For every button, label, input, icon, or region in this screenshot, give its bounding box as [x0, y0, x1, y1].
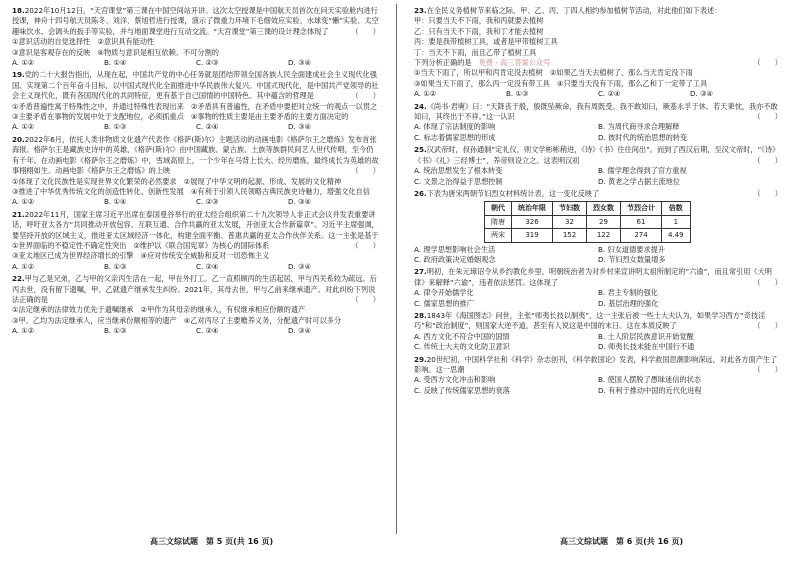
table-cell: 隋唐: [485, 215, 512, 228]
choice-c[interactable]: C. ②③: [196, 197, 219, 207]
statement-line: ①意识活动的自觉选择性 ②意识具有能动性: [12, 37, 155, 47]
choice-d[interactable]: D. ③④: [288, 197, 311, 207]
question-number: 19.: [12, 70, 25, 80]
choice-a[interactable]: A. 西方文化不符合中国的国情: [414, 331, 510, 341]
table-header-cell: 朝代: [485, 202, 512, 215]
statement-line: ③主要矛盾在事物的发展中处于支配地位，必须抓重点 ④事物的性质主要是由主要矛盾的主要方面决定的: [12, 112, 349, 122]
question-number: 20.: [12, 134, 25, 144]
question-stem: 《尚书·君奭》曰：“天降丧于殷，殷既坠厥命，我有周既受。我不敢知曰，厥基永孚于休。若天棐忱，我亦不敢知曰，其终出于不祥。”这一认识: [414, 101, 778, 122]
question-number: 27.: [414, 267, 427, 277]
choice-d[interactable]: D. ③④: [288, 326, 311, 336]
choice-b[interactable]: B. 儒学理念得到了官方重视: [598, 166, 687, 176]
choice-b[interactable]: B. ①④: [104, 197, 127, 207]
table-header-cell: 节妇数: [553, 202, 587, 215]
left-column: [12, 6, 380, 526]
choice-a[interactable]: A. 受西方文化冲击和影响: [414, 375, 496, 385]
choice-row: [12, 122, 380, 132]
answer-paren: （ ）: [753, 155, 782, 165]
question-ask: 下列分析正确的是: [414, 58, 472, 68]
choice-a[interactable]: A. 律令开始儒学化: [414, 288, 474, 298]
choice-row: [12, 326, 380, 336]
question-25: [414, 145, 782, 187]
question-stem: 党的二十大报告指出，从现在起，中国共产党的中心任务就是团结带领全国各族人民全面建成社会主义现代化强国、实现第二个百年奋斗目标，以中国式现代化全面推进中华民族伟大复兴。中国式现代化，是中国共产党领导的社会主义现代化，既有各国现代化的共同特征，更有基于自己国情的中国特色。其中蕴含的哲理是: [12, 70, 379, 101]
page-footer-right: 高三文综试题 第 6 页(共 16 页): [560, 537, 684, 546]
choice-row: [12, 197, 380, 207]
table-header-cell: 烈女数: [587, 202, 621, 215]
choice-a[interactable]: A. ①②: [12, 261, 35, 271]
choice-c[interactable]: C. ②④: [196, 122, 219, 132]
answer-paren: （ ）: [753, 365, 782, 374]
choice-b[interactable]: B. 君主专制的强化: [598, 288, 658, 298]
choice-b[interactable]: B. ①③: [104, 261, 127, 271]
choice-c[interactable]: C. 文景之治得益于思想控制: [414, 176, 503, 186]
question-number: 21.: [12, 209, 25, 219]
choice-c[interactable]: C. ②④: [196, 261, 219, 271]
watermark-text: 免费 · 高三答案公众号: [478, 58, 551, 68]
choice-a[interactable]: A. ①②: [12, 122, 35, 132]
column-divider: [396, 4, 397, 534]
choice-row: [12, 262, 380, 272]
choice-c[interactable]: C. 标志着儒家思想的形成: [414, 132, 496, 142]
choice-b[interactable]: B. 为周代商寻求合理解释: [598, 122, 680, 132]
table-row: [485, 215, 691, 228]
question-number: 26.: [414, 188, 427, 198]
table-header-row: [485, 202, 691, 215]
choice-row: [414, 89, 782, 99]
answer-paren: （ ）: [351, 91, 380, 101]
choice-d[interactable]: D. ③④: [288, 261, 311, 271]
choice-b[interactable]: B. 使国人摆脱了愚昧迷信的状态: [598, 375, 701, 385]
statement-line: ③甲、乙均为法定继承人，应当继承份额相等的遗产 ④乙对丙尽了主要赡养义务，分配遗产时可以多分: [12, 315, 342, 325]
table-cell: 1: [662, 215, 691, 228]
choice-d[interactable]: D. 基层治理的强化: [598, 298, 659, 308]
table-row: [485, 229, 691, 242]
choice-c[interactable]: C. ②④: [598, 89, 621, 99]
choice-grid: [414, 245, 782, 266]
table-cell: 326: [512, 215, 553, 228]
question-number: 23.: [414, 6, 427, 15]
answer-paren: （ ）: [753, 277, 782, 287]
table-cell: 61: [621, 215, 662, 228]
answer-paren: （ ）: [753, 188, 782, 198]
choice-d[interactable]: D. ③④: [288, 122, 311, 132]
choice-c[interactable]: C. ②④: [196, 326, 219, 336]
choice-grid: [414, 332, 782, 353]
question-stem: 在全民义务植树节来临之际，甲、乙、丙、丁四人相约参加植树节活动，对此他们如下表述：: [426, 6, 722, 15]
table-header-cell: 统治年限: [512, 202, 553, 215]
choice-a[interactable]: A. 理学思想影响社会生活: [414, 244, 496, 254]
choice-b[interactable]: B. 妇女道德要求提升: [598, 244, 666, 254]
right-column: [414, 6, 782, 526]
statement-line: ③如果当天下雨了，那么丙一定没有带工具 ④只要当天没有下雨，那么乙和丁一定带了工具: [414, 78, 708, 88]
answer-paren: （ ）: [753, 58, 782, 68]
table-cell: 274: [621, 229, 662, 242]
question-stem: 2022年11月，国家主席习近平出席在泰国曼谷举行的亚太经合组织第二十九次领导人非正式会议并发表重要讲话，呼吁亚太各方“共同推动开放包容、互联互通、合作共赢的亚太发展，开创亚太合作新篇章”。习近平主席强调，要坚持开放的区域主义，推进亚太区域经济一体化，构建全面平衡、普惠共赢的亚太合作伙伴关系。这一主张是基于: [12, 209, 379, 240]
question-ask: 下表为唐宋两朝节妇烈女材料统计表，这一变化反映了: [426, 188, 600, 198]
choice-b[interactable]: B. ①③: [104, 326, 127, 336]
table-cell: 29: [587, 215, 621, 228]
choice-a[interactable]: A. ①②: [12, 58, 35, 68]
question-number: 28.: [414, 310, 427, 320]
question-number: 25.: [414, 145, 427, 155]
table-cell: 152: [553, 229, 587, 242]
choice-a[interactable]: A. ①②: [12, 326, 35, 336]
choice-d[interactable]: D. 节妇烈女数量增多: [598, 254, 666, 264]
question-22: [12, 274, 380, 336]
choice-a[interactable]: A. ①②: [12, 197, 35, 207]
table-header-cell: 倍数: [662, 202, 691, 215]
page-footer-left: 高三文综试题 第 5 页(共 16 页): [150, 537, 274, 546]
choice-d[interactable]: D. 师夷长技未能在中国行不通: [598, 342, 695, 352]
answer-paren: （ ）: [351, 240, 380, 250]
answer-paren: （ ）: [753, 112, 782, 122]
table-cell: 319: [512, 229, 553, 242]
question-stem: 甲与乙是兄弟，乙与甲的父亲丙生活在一起，甲在外打工。乙一直照顾丙的生活起居，甲与丙关系较为疏远。后丙去世，没有留下遗嘱，甲、乙就遗产继承发生纠纷。2021年，其母去世，甲与乙前来继承遗产。对此纠纷下列说法正确的是: [12, 274, 377, 304]
statement-line: 乙：只有当天不下雨，我和丁才能去植树: [414, 26, 544, 36]
choice-b[interactable]: B. ①④: [104, 58, 127, 68]
choice-d[interactable]: D. 彼时代的统治思想的转变: [598, 132, 688, 142]
question-number: 29.: [414, 354, 427, 364]
question-27: [414, 267, 782, 309]
question-20: [12, 135, 380, 208]
choice-d[interactable]: D. ③④: [690, 89, 713, 99]
statement-line: ③推进了中华优秀传统文化的创造性转化、创新性发展 ④有利于引领人民领略古典民族史诗魅力，增强文化自信: [12, 186, 370, 196]
choice-b[interactable]: B. 士人阶层民族意识开始觉醒: [598, 331, 694, 341]
choice-d[interactable]: D. ③④: [288, 58, 311, 68]
choice-a[interactable]: A. 统治思想发生了根本转变: [414, 166, 503, 176]
question-21: [12, 210, 380, 272]
question-24: [414, 102, 782, 144]
choice-a[interactable]: A. 体现了宗法制度的影响: [414, 122, 496, 132]
statement-line: ①当天下雨了，所以甲和丙肯定没去植树 ②如果乙当天去植树了，那么当天肯定没下雨: [414, 68, 693, 78]
choice-c[interactable]: C. 儒家思想的推广: [414, 298, 474, 308]
answer-paren: （ ）: [351, 26, 380, 36]
question-stem: 明初，在朱元璋诏令从乡约教化乡里，明朝统治者为对乡村来宣讲明太祖所制定的“六谕”，而且常引用《大明律》来解释“六谕”，违者依法惩罚。这体现了: [414, 267, 772, 287]
question-number: 18.: [12, 6, 25, 15]
question-18: [12, 6, 380, 68]
choice-d[interactable]: D. 黄老之学占据主流地位: [598, 176, 680, 186]
choice-b[interactable]: B. ①③: [506, 89, 529, 99]
choice-d[interactable]: D. 有利于推动中国的近代化进程: [598, 385, 702, 395]
table-cell: 32: [553, 215, 587, 228]
choice-grid: [414, 288, 782, 309]
question-stem: 20世纪初，中国科学社和《科学》杂志创刊，《科学救国论》发表，科学救国思潮影响深远，对此各方面产生了影响。这一思潮: [414, 354, 778, 374]
answer-paren: （ ）: [351, 166, 380, 176]
question-stem: 2022年10月12日，“天宫课堂”第三课在中国空间站开讲。这次太空授课是中国航天员首次在问天实验舱内进行授课，神舟十四号航天员陈冬、刘洋、蔡旭哲进行授课，演示了微重力环境下毛细效应实验、水球变“懒”实验、太空趣味饮水、会调头的扳手等实验，并与地面课堂进行互动交流。“天宫课堂”第三课的设计理念体现了: [12, 6, 379, 36]
question-26: [414, 189, 782, 265]
statement-line: ①矛盾普遍性寓于特殊性之中，并通过特殊性表现出来 ②矛盾具有普遍性，在矛盾中要把对立统一的观点一以贯之: [12, 101, 378, 111]
question-28: [414, 311, 782, 353]
answer-paren: （ ）: [351, 294, 380, 304]
choice-grid: [414, 122, 782, 143]
choice-c[interactable]: C. 政府政策决定婚姻观念: [414, 254, 496, 264]
question-19: [12, 70, 380, 132]
table-header-cell: 节烈合计: [621, 202, 662, 215]
choice-grid: [414, 166, 782, 187]
statement-line: 丙：要是我带植树工具，或者是甲带植树工具: [414, 37, 558, 47]
choice-c[interactable]: C. 传统士大夫的文化防卫意识: [414, 342, 510, 352]
question-29: [414, 355, 782, 397]
table-cell: 122: [587, 229, 621, 242]
choice-a[interactable]: A. ①②: [414, 89, 437, 99]
statement-line: ①体现了文化民族性是实现世界文化繁荣的必然要求 ②展现了中华文明的起源、形成、发展的文化精神: [12, 176, 342, 186]
choice-c[interactable]: C. ②③: [196, 58, 219, 68]
statement-line: 甲：只要当天不下雨，我和丙就要去植树: [414, 16, 544, 26]
statement-line: ③意识是客观存在的反映 ④物质与意识是相互依赖、不可分割的: [12, 47, 219, 57]
question-stem: 汉武帝时，叔孙通制“定礼仪，则文学彬彬稍进，《诗》《书》往往间出”。而到了西汉后期，至汉文帝时，“《诗》《书》《礼》三经博士”，养帝则设立之。这表明汉初: [414, 145, 780, 165]
statement-line: ①世界面临的不稳定性不确定性突出 ②维护以《联合国宪章》为核心的国际体系: [12, 240, 270, 250]
question-number: 24.: [414, 101, 427, 111]
answer-paren: （ ）: [753, 321, 782, 331]
statement-line: 丁：当天不下雨，而且乙带了植树工具: [414, 47, 537, 57]
choice-c[interactable]: C. 反映了传统儒家思想的衰落: [414, 385, 510, 395]
question-23: [414, 6, 782, 100]
statement-line: ①法定继承的法律效力优先于遗嘱继承 ②甲作为其母亲的继承人，有权继承相应份额的遗产: [12, 305, 306, 315]
statement-line: ③亚太地区已成为世界经济增长的引擎 ④应对传统安全威胁和反对一切恐怖主义: [12, 251, 270, 261]
table-cell: 两宋: [485, 229, 512, 242]
choice-row: [12, 58, 380, 68]
question-number: 22.: [12, 274, 25, 284]
statistics-table: [484, 201, 691, 242]
question-stem: 1843年《海国图志》问世，主张“师夷长技以制夷”，这一主张后被一些士大夫认为，如果学习西方“奇技淫巧”和“政治制度”，则国家大逆不道，甚至有人说这是中国的末日。这在本质反映了: [414, 310, 766, 331]
choice-b[interactable]: B. ①③: [104, 122, 127, 132]
table-cell: 4.49: [662, 229, 691, 242]
question-stem: 2022年6月，依托人类非物质文化遗产代表作《格萨(斯)尔》主题活动的动画电影《格萨尔王之磨炼》发布首张海报。格萨尔王是藏族史诗中的英雄，《格萨(斯)尔》由中国藏族、蒙古族、土族等族群民间艺人世代传唱，至今仍有千年。在动画电影《格萨尔王之磨炼》中，雪域高原上，一个少年在马背上长大、经历磨炼，最终成长为英雄的故事栩栩如生。动画电影《格萨尔王之磨炼》的上映: [12, 134, 379, 176]
choice-grid: [414, 375, 782, 396]
